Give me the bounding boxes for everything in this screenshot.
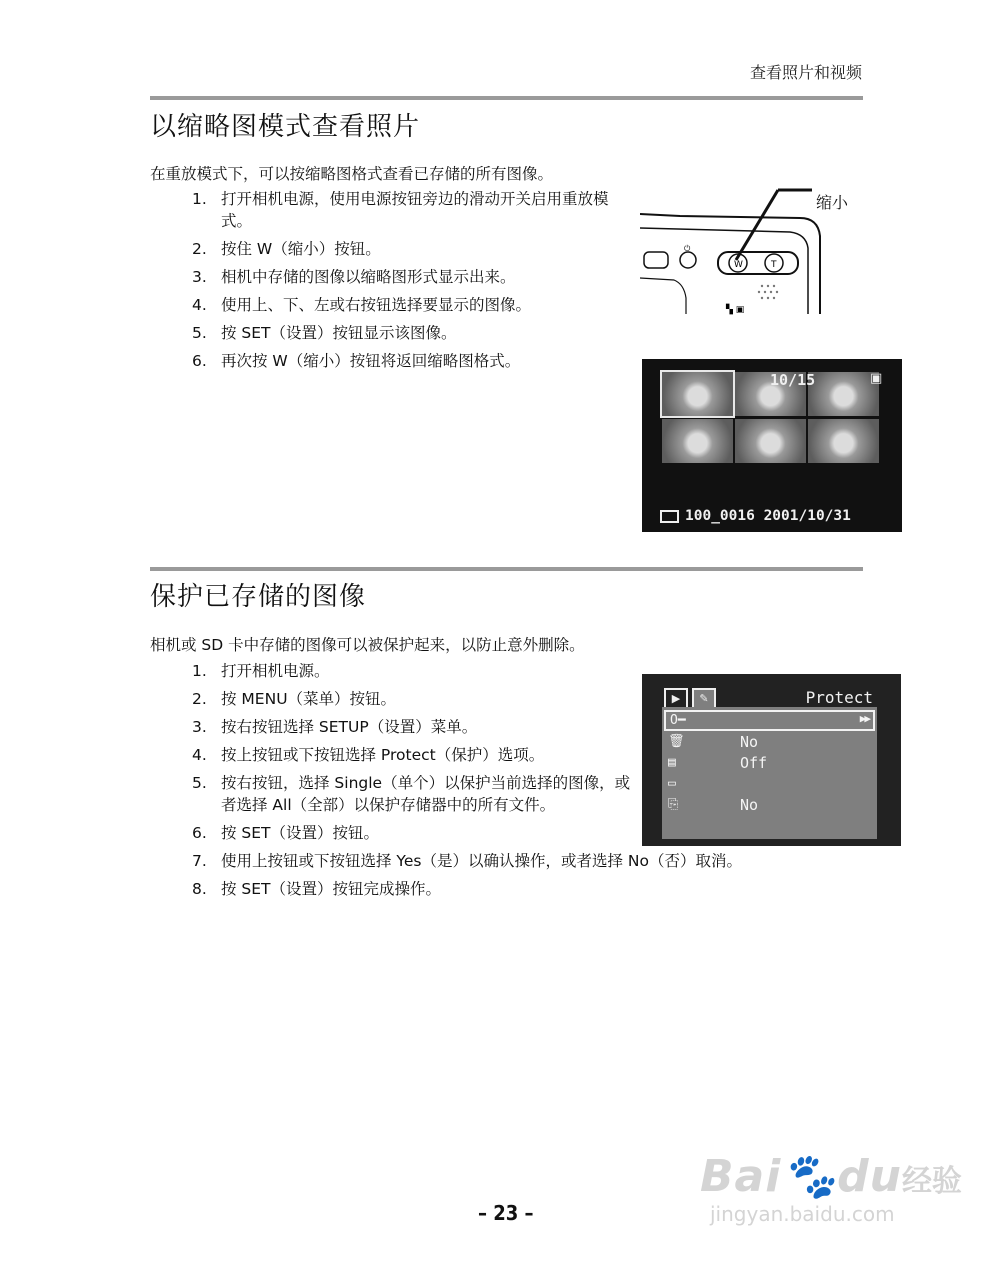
svg-text:⏻: ⏻ — [684, 244, 691, 253]
svg-text:▚ ▣: ▚ ▣ — [726, 305, 745, 315]
print-icon: ▭ — [668, 776, 676, 791]
baidu-watermark: Bai🐾du经验 jingyan.baidu.com — [700, 1151, 962, 1226]
list-item: 3. 相机中存储的图像以缩略图形式显示出来。 — [192, 268, 516, 286]
list-item: 1. 打开相机电源。 — [192, 662, 330, 680]
list-item: 7. 使用上按钮或下按钮选择 Yes（是）以确认操作，或者选择 No（否）取消。 — [192, 852, 742, 870]
svg-text:W: W — [734, 260, 743, 270]
thumbnail-image — [662, 419, 733, 463]
svg-text:T: T — [771, 260, 777, 270]
menu-row-delete: 🗑 No — [668, 733, 759, 751]
camera-mode-icon: ▣ — [870, 371, 883, 386]
key-icon: O━ — [670, 713, 686, 728]
menu-row-dpof: ▤ Off — [668, 754, 768, 772]
list-item: 8. 按 SET（设置）按钮完成操作。 — [192, 880, 442, 898]
zoom-out-callout-label: 缩小 — [816, 193, 849, 212]
list-item: 3. 按右按钮选择 SETUP（设置）菜单。 — [192, 718, 478, 736]
running-header: 查看照片和视频 — [749, 63, 862, 82]
page-number: – 23 – — [478, 1201, 534, 1225]
list-item: 2. 按 MENU（菜单）按钮。 — [192, 690, 397, 708]
list-item: 2. 按住 W（缩小）按钮。 — [192, 240, 381, 258]
thumbnail-image — [662, 372, 733, 416]
section-divider — [150, 567, 863, 571]
trash-icon: 🗑 — [668, 734, 685, 749]
copy-card-icon: ⎘ — [668, 797, 679, 812]
memory-card-icon — [660, 510, 679, 523]
thumbnail-image — [735, 419, 806, 463]
thumbnail-view-screen — [642, 359, 902, 532]
paw-logo-icon: 🐾 — [781, 1151, 838, 1202]
image-counter: 10/15 — [770, 371, 816, 389]
dpof-icon: ▤ — [668, 755, 676, 770]
menu-tabs — [664, 688, 716, 707]
thumbnail-image — [808, 419, 879, 463]
playback-tab-icon: ▶ — [664, 688, 688, 707]
thumbnail-steps-list — [192, 188, 632, 378]
section-title-thumbnail: 以缩略图模式查看照片 — [150, 112, 421, 142]
thumbnail-image — [808, 372, 879, 416]
list-item: 4. 使用上、下、左或右按钮选择要显示的图像。 — [192, 296, 532, 314]
section-intro-protect: 相机或 SD 卡中存储的图像可以被保护起来，以防止意外删除。 — [150, 636, 585, 654]
menu-row-copy: ⎘ No — [668, 796, 759, 814]
protect-menu-screen — [642, 674, 901, 846]
list-item: 1. 打开相机电源，使用电源按钮旁边的滑动开关启用重放模式。 — [192, 190, 609, 230]
section-divider — [150, 96, 863, 100]
thumbnail-screen-footer: 100_0016 2001/10/31 — [660, 508, 851, 524]
list-item: 4. 按上按钮或下按钮选择 Protect（保护）选项。 — [192, 746, 545, 764]
menu-row-protect — [664, 710, 875, 731]
arrow-right-icon: ▶▶ — [859, 712, 869, 725]
list-item: 5. 按 SET（设置）按钮显示该图像。 — [192, 324, 457, 342]
menu-title: Protect — [805, 688, 873, 707]
list-item: 5. 按右按钮，选择 Single（单个）以保护当前选择的图像，或者选择 All（全部）以保护存储器中的所有文件。 — [192, 774, 631, 814]
section-title-protect: 保护已存储的图像 — [150, 582, 367, 612]
list-item: 6. 再次按 W（缩小）按钮将返回缩略图格式。 — [192, 352, 521, 370]
list-item: 6. 按 SET（设置）按钮。 — [192, 824, 380, 842]
menu-row-print — [664, 775, 875, 796]
camera-top-diagram — [640, 188, 850, 318]
section-intro-thumbnail: 在重放模式下，可以按缩略图格式查看已存储的所有图像。 — [150, 165, 554, 183]
setup-tab-icon: ✎ — [692, 688, 716, 707]
